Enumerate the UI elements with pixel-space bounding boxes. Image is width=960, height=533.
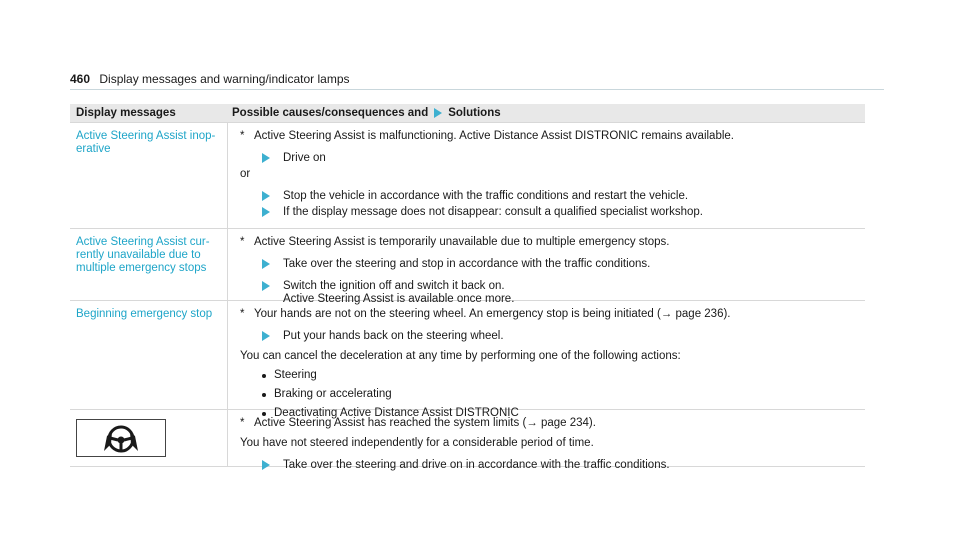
list-item: Deactivating Active Distance Assist DISTRONIC	[262, 407, 865, 420]
solution-step: Switch the ignition off and switch it back on.	[262, 280, 865, 293]
cancel-note: You can cancel the deceleration at any time by performing one of the following actions:	[240, 350, 681, 362]
system-limit-note: You have not steered independently for a considerable period of time.	[240, 437, 594, 449]
header-divider	[70, 89, 884, 90]
table-row	[70, 122, 865, 228]
cause-text: Active Steering Assist is temporarily unavailable due to multiple emergency stops.	[254, 236, 670, 248]
arrow-icon	[262, 191, 270, 201]
table-header	[70, 104, 865, 122]
arrow-icon	[262, 153, 270, 163]
cause-cell: * Active Steering Assist is malfunctioning. Active Distance Assist DISTRONIC remains available. Drive on or Stop the vehicle in accordance with the traffic conditions and restart the vehicle. If the display message does not disappear: consult a qualified specialist workshop.	[228, 123, 865, 228]
table-row	[70, 300, 865, 419]
message-icon-cell	[70, 410, 228, 466]
solution-step: If the display message does not disappear: consult a qualified specialist workshop.	[262, 206, 865, 219]
hands-on-steering-wheel-icon	[76, 419, 166, 457]
page-number: 460	[70, 72, 91, 86]
arrow-icon	[262, 207, 270, 217]
solution-step: Take over the steering and drive on in accordance with the traffic conditions.	[262, 459, 865, 472]
cause-text: Active Steering Assist is malfunctioning. Active Distance Assist DISTRONIC remains available.	[254, 130, 734, 142]
table-row	[70, 228, 865, 305]
col-header-solutions: Solutions	[448, 107, 501, 119]
display-messages-table	[70, 104, 865, 471]
message-label: Active Steering Assist inop- erative	[70, 123, 228, 228]
solution-step: Stop the vehicle in accordance with the traffic conditions and restart the vehicle.	[262, 190, 865, 203]
cause-cell: * Active Steering Assist has reached the system limits (→ page 234). You have not steered independently for a considerable period of time. Take over the steering and drive on in accordance with the traffic conditions.	[228, 410, 865, 466]
arrow-icon	[262, 259, 270, 269]
arrow-icon	[434, 108, 442, 118]
list-item: Braking or accelerating	[262, 388, 865, 401]
solution-step: Drive on	[262, 152, 865, 165]
cause-cell: * Your hands are not on the steering wheel. An emergency stop is being initiated (→ page 236). Put your hands back on the steering wheel. You can cancel the deceleration at any time by performing one of the following actions: Steering Braking or accelerating Deactivating Active Distance Assist DISTRONIC	[228, 301, 865, 409]
col-header-causes	[228, 107, 865, 119]
cause-text: Active Steering Assist has reached the system limits (→ page 234).	[254, 417, 596, 429]
arrow-icon	[262, 281, 270, 291]
cause-text: Your hands are not on the steering wheel. An emergency stop is being initiated (→ page 236).	[254, 308, 731, 320]
cause-cell: * Active Steering Assist is temporarily unavailable due to multiple emergency stops. Take over the steering and stop in accordance with the traffic conditions. Switch the ignition off and switch it back on. Active Steering Assist is available once more.	[228, 229, 865, 300]
or-label: or	[240, 168, 251, 180]
message-label: Beginning emergency stop	[70, 301, 228, 409]
solution-step: Put your hands back on the steering wheel.	[262, 330, 865, 343]
col-header-causes-prefix: Possible causes/consequences and	[232, 107, 429, 119]
solution-note: Active Steering Assist is available once more.	[283, 293, 515, 305]
page-header	[70, 72, 350, 86]
page-header-title: Display messages and warning/indicator lamps	[99, 72, 350, 86]
arrow-icon	[262, 460, 270, 470]
list-item: Steering	[262, 369, 865, 382]
message-label: Active Steering Assist cur- rently unavailable due to multiple emergency stops	[70, 229, 228, 300]
col-header-messages: Display messages	[76, 107, 176, 119]
table-row	[70, 409, 865, 471]
solution-step: Take over the steering and stop in accordance with the traffic conditions.	[262, 258, 865, 271]
arrow-icon	[262, 331, 270, 341]
